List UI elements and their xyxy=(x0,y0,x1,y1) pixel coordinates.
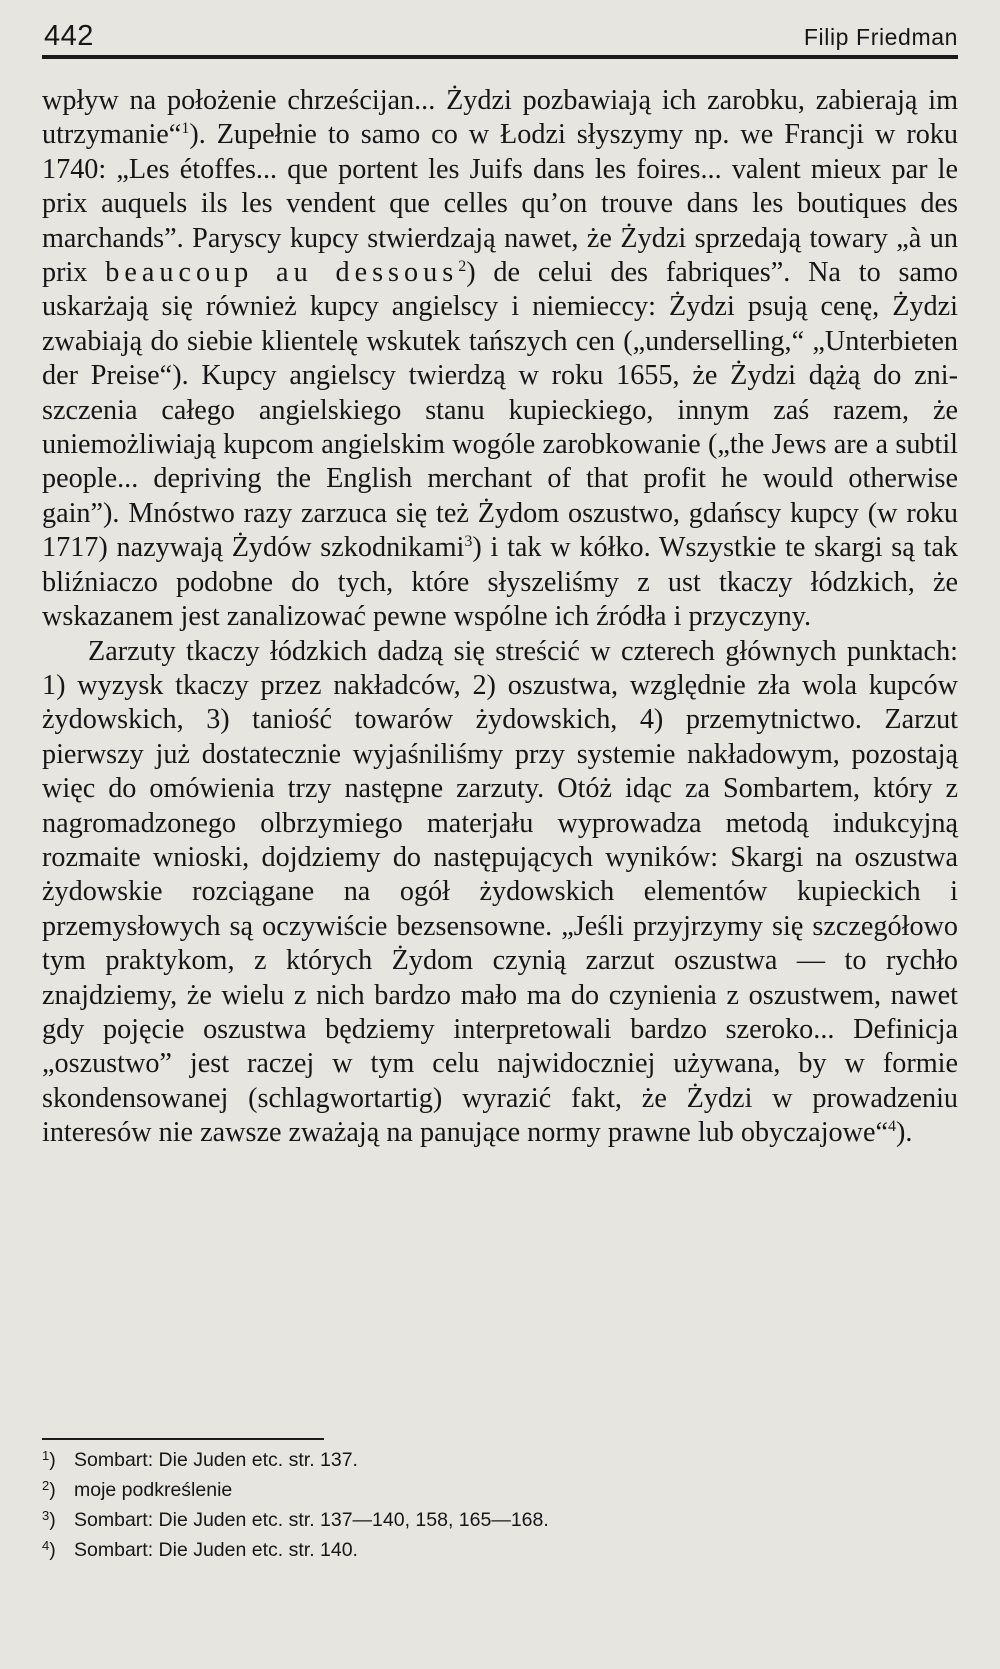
footnote-ref-3[interactable]: 3 xyxy=(464,533,473,551)
header-rule xyxy=(42,55,958,59)
paragraph-1 xyxy=(42,84,958,635)
page-header xyxy=(42,14,958,54)
footnote-number: 1 xyxy=(42,1448,50,1463)
footnote-text: Sombart: Die Juden etc. str. 140. xyxy=(74,1539,358,1561)
footnote-ref-1[interactable]: 1 xyxy=(181,120,190,138)
text-run: ) i tak w kółko. Wszystkie te skargi są tak bliźniaczo podobne do tych, które słyszeliśmy z ust tkaczy łódzkich, że wskazanem jest zanalizować pewne wspólne ich źródła i przyczyny. xyxy=(42,532,958,633)
running-head-author: Filip Friedman xyxy=(803,24,958,50)
footnote-marker xyxy=(42,1445,74,1475)
text-run: ) de celui des fabriques”. Na to samo uskarżają się również kupcy angielscy i niemieccy: Żydzi psują cenę, Żydzi zwabiają do siebie klientelę wskutek tańszych cen („underselling,“ „Unterbieten der Preise“). Kupcy angielscy twierdzą w roku 1655, że Żydzi dążą do zniszczenia całego angielskiego stanu kupieckiego, innym zaś razem, że uniemożliwiają kupcom angielskim wogóle zarobkowanie („the Jews are a subtil people... depriving the English merchant of that profit he would otherwise gain”). Mnóstwo razy zarzuca się też Żydom oszustwo, gdańscy kupcy (w roku 1717) nazywają Żydów szkodnikami xyxy=(42,257,959,564)
footnote-marker xyxy=(42,1475,74,1505)
footnote-rule xyxy=(42,1438,324,1440)
text-run: wpływ na położenie chrześcijan... Żydzi pozbawiają ich zarobku, zabierają im utrzymanie“ xyxy=(42,85,958,151)
footnote-number: 2 xyxy=(42,1478,50,1493)
text-run: ). xyxy=(896,1117,913,1149)
footnote-paren: ) xyxy=(49,1509,56,1531)
footnote-paren: ) xyxy=(49,1539,56,1561)
page-number: 442 xyxy=(44,20,94,52)
footnote-paren: ) xyxy=(49,1479,56,1501)
paragraph-2 xyxy=(42,635,958,1151)
emphasized-text: beaucoup au dessous xyxy=(105,257,459,289)
footnote-text: Sombart: Die Juden etc. str. 137. xyxy=(74,1449,358,1471)
text-run: ). Zupełnie to samo co w Łodzi słyszymy np. we Francji w roku 1740: „Les étoffes... que portent les Juifs dans les foires... valent mieux par le prix auquels ils les vendent que celles qu’on trouve dans les boutiques des marchands”. Paryscy kupcy stwierdzają nawet, że Żydzi sprzedają towary „à un prix xyxy=(42,119,958,289)
main-text xyxy=(42,84,958,1151)
footnote xyxy=(42,1445,742,1475)
footnote-paren: ) xyxy=(49,1449,56,1471)
footnotes xyxy=(42,1445,742,1565)
footnote xyxy=(42,1505,742,1535)
footnote-ref-2[interactable]: 2 xyxy=(458,258,467,276)
footnote-marker xyxy=(42,1535,74,1565)
footnote-text: moje podkreślenie xyxy=(74,1479,233,1501)
footnote-text: Sombart: Die Juden etc. str. 137—140, 158, 165—168. xyxy=(74,1509,549,1531)
footnote-marker xyxy=(42,1505,74,1535)
footnote xyxy=(42,1475,742,1505)
footnote xyxy=(42,1535,742,1565)
text-run: Zarzuty tkaczy łódzkich dadzą się streścić w czterech głównych punktach: 1) wyzysk tkaczy przez nakładców, 2) oszustwa, względnie zła wola kupców żydowskich, 3) taniość towarów żydowskich, 4) przemytnictwo. Zarzut pierwszy już dostatecznie wyjaśniliśmy przy systemie nakładowym, pozostają więc do omówienia trzy następne zarzuty. Otóż idąc za Sombartem, który z nagromadzonego olbrzymiego materjału wyprowadza metodą indukcyjną rozmaite wnioski, dojdziemy do następujących wyników: Skargi na oszustwa żydowskie rozciągane na ogół żydowskich elementów kupieckich i przemysłowych są oczywiście bezsensowne. „Jeśli przyjrzymy się szczegółowo tym praktykom, z których Żydom czynią zarzut oszustwa — to rychło znajdziemy, że wielu z nich bardzo mało ma do czynienia z oszustwem, nawet gdy pojęcie oszustwa będziemy interpretowali bardzo szeroko... Definicja „oszustwo” jest raczej w tym celu najwidoczniej używana, by w formie skondensowanej (schlagwortartig) wyrazić fakt, że Żydzi w prowadzeniu interesów nie zawsze zważają na panujące normy prawne lub obyczajowe“ xyxy=(42,635,958,1149)
footnote-number: 3 xyxy=(42,1508,50,1523)
footnote-number: 4 xyxy=(42,1538,50,1553)
footnote-ref-4[interactable]: 4 xyxy=(888,1118,896,1136)
